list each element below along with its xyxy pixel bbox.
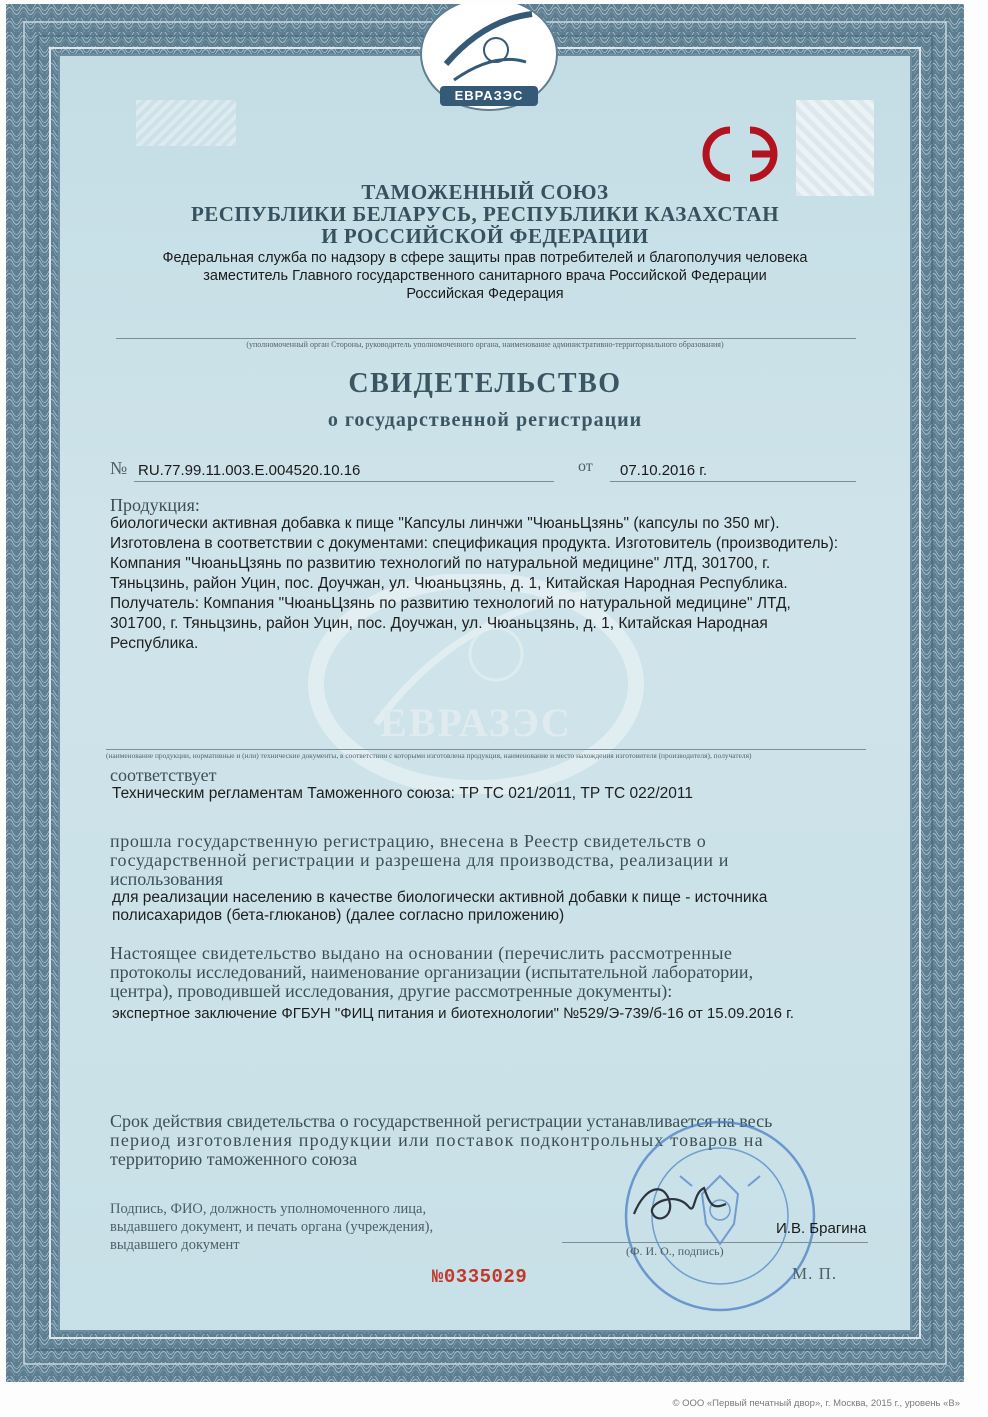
certificate-sheet: [6, 4, 964, 1382]
authority-rule: [116, 338, 856, 339]
use-line: для реализации населению в качестве биологически активной добавки к пище - источника: [112, 889, 768, 906]
signature-rule: [562, 1242, 868, 1243]
product-line: Получатель: Компания "ЧюаньЦзянь по развитию технологий по натуральной медицине" ЛТД,: [110, 595, 791, 612]
blank-number: №0335029: [432, 1266, 528, 1288]
basis-line: центра), проводившей исследования, другие рассмотренные документы):: [110, 981, 673, 1001]
product-line: Компания "ЧюаньЦзянь по развитию технологий по натуральной медицине" ЛТД, 301700, г.: [110, 555, 771, 572]
product-line: Изготовлена в соответствии с документами: спецификация продукта. Изготовитель (производитель):: [110, 535, 839, 552]
product-line: 301700, г. Тяньцзинь, район Уцин, пос. Доучжан, ул. Чюаньцзянь, д. 1, Китайская Народная: [110, 615, 768, 632]
basis-line: протоколы исследований, наименование организации (испытательной лаборатории,: [110, 962, 754, 982]
watermark-label: ЕВРАЗЭС: [380, 700, 572, 745]
use-line: полисахаридов (бета-глюканов) (далее согласно приложению): [112, 907, 565, 924]
basis-line: Настоящее свидетельство выдано на основании (перечислить рассмотренные: [110, 943, 733, 963]
reg-date-label: от: [578, 458, 593, 475]
handwritten-signature-icon: [626, 1174, 736, 1234]
validity-line: период изготовления продукции или поставок подконтрольных товаров на: [110, 1130, 764, 1150]
reg-number-rule: [134, 481, 554, 482]
header-line-1: ТАМОЖЕННЫЙ СОЮЗ: [361, 180, 609, 204]
signature-caption-line: Подпись, ФИО, должность уполномоченного лица,: [110, 1201, 427, 1217]
authority-line-3: Российская Федерация: [406, 286, 564, 302]
se-mark-label: [6, 4, 7, 5]
reg-number: RU.77.99.11.003.Е.004520.10.16: [138, 462, 361, 479]
reg-date-rule: [610, 481, 856, 482]
signer-name: И.В. Брагина: [776, 1220, 867, 1237]
signature-caption: [110, 1200, 433, 1254]
signature-caption-line: выдавшего документ, и печать органа (учреждения),: [110, 1219, 434, 1235]
reg-number-label: №: [110, 458, 128, 478]
certificate-title: СВИДЕТЕЛЬСТВО: [348, 368, 622, 399]
conformity-value: Техническим регламентам Таможенного союза: ТР ТС 021/2011, ТР ТС 022/2011: [112, 785, 694, 802]
validity-line: территорию таможенного союза: [110, 1149, 358, 1169]
validity-line: Срок действия свидетельства о государственной регистрации устанавливается на весь: [110, 1111, 773, 1131]
mp-label: М. П.: [792, 1264, 838, 1283]
product-text: [110, 514, 838, 654]
conformity-label: соответствует: [110, 765, 217, 785]
evrazes-emblem-icon: [414, 4, 564, 122]
certificate-subtitle: о государственной регистрации: [327, 409, 643, 431]
printer-note: © ООО «Первый печатный двор», г. Москва, 2015 г., уровень «В»: [672, 1398, 960, 1409]
state-reg-line: использования: [110, 869, 224, 889]
product-rule: [106, 749, 866, 750]
authority-caption: (уполномоченный орган Стороны, руководитель уполномоченного органа, наименование административно-территориального образования): [246, 340, 724, 349]
header-line-3: И РОССИЙСКОЙ ФЕДЕРАЦИИ: [321, 224, 649, 248]
hologram-patch: [136, 100, 236, 146]
se-mark-icon: [696, 122, 796, 186]
signature-caption-line: выдавшего документ: [110, 1237, 240, 1253]
reg-date: 07.10.2016 г.: [620, 462, 708, 479]
authority-line-2: заместитель Главного государственного санитарного врача Российской Федерации: [203, 268, 767, 284]
state-reg-line: прошла государственную регистрацию, внесена в Реестр свидетельств о: [110, 831, 707, 851]
state-reg-line: государственной регистрации и разрешена для производства, реализации и: [110, 850, 729, 870]
basis-value: экспертное заключение ФГБУН "ФИЦ питания и биотехнологии" №529/Э-739/б-16 от 15.09.2016 г.: [112, 1005, 794, 1022]
emblem-label: ЕВРАЗЭС: [454, 88, 524, 103]
header-line-2: РЕСПУБЛИКИ БЕЛАРУСЬ, РЕСПУБЛИКИ КАЗАХСТАН: [190, 202, 780, 226]
product-caption: (наименование продукции, нормативные и (или) технические документы, в соответствии с которыми изготовлена продукция, наименование и место нахождения изготовителя (производителя), получателя): [106, 751, 752, 760]
signature-fio-caption: (Ф. И. О., подпись): [626, 1244, 724, 1258]
authority-line-1: Федеральная служба по надзору в сфере защиты прав потребителей и благополучия человека: [162, 250, 808, 266]
product-line: биологически активная добавка к пище "Капсулы линчжи "ЧюаньЦзянь" (капсулы по 350 мг).: [110, 515, 780, 532]
product-label: Продукция:: [110, 495, 200, 515]
product-line: Республика.: [110, 635, 199, 652]
product-line: Тяньцзинь, район Уцин, пос. Доучжан, ул. Чюаньцзянь, д. 1, Китайская Народная Республика.: [110, 575, 788, 592]
